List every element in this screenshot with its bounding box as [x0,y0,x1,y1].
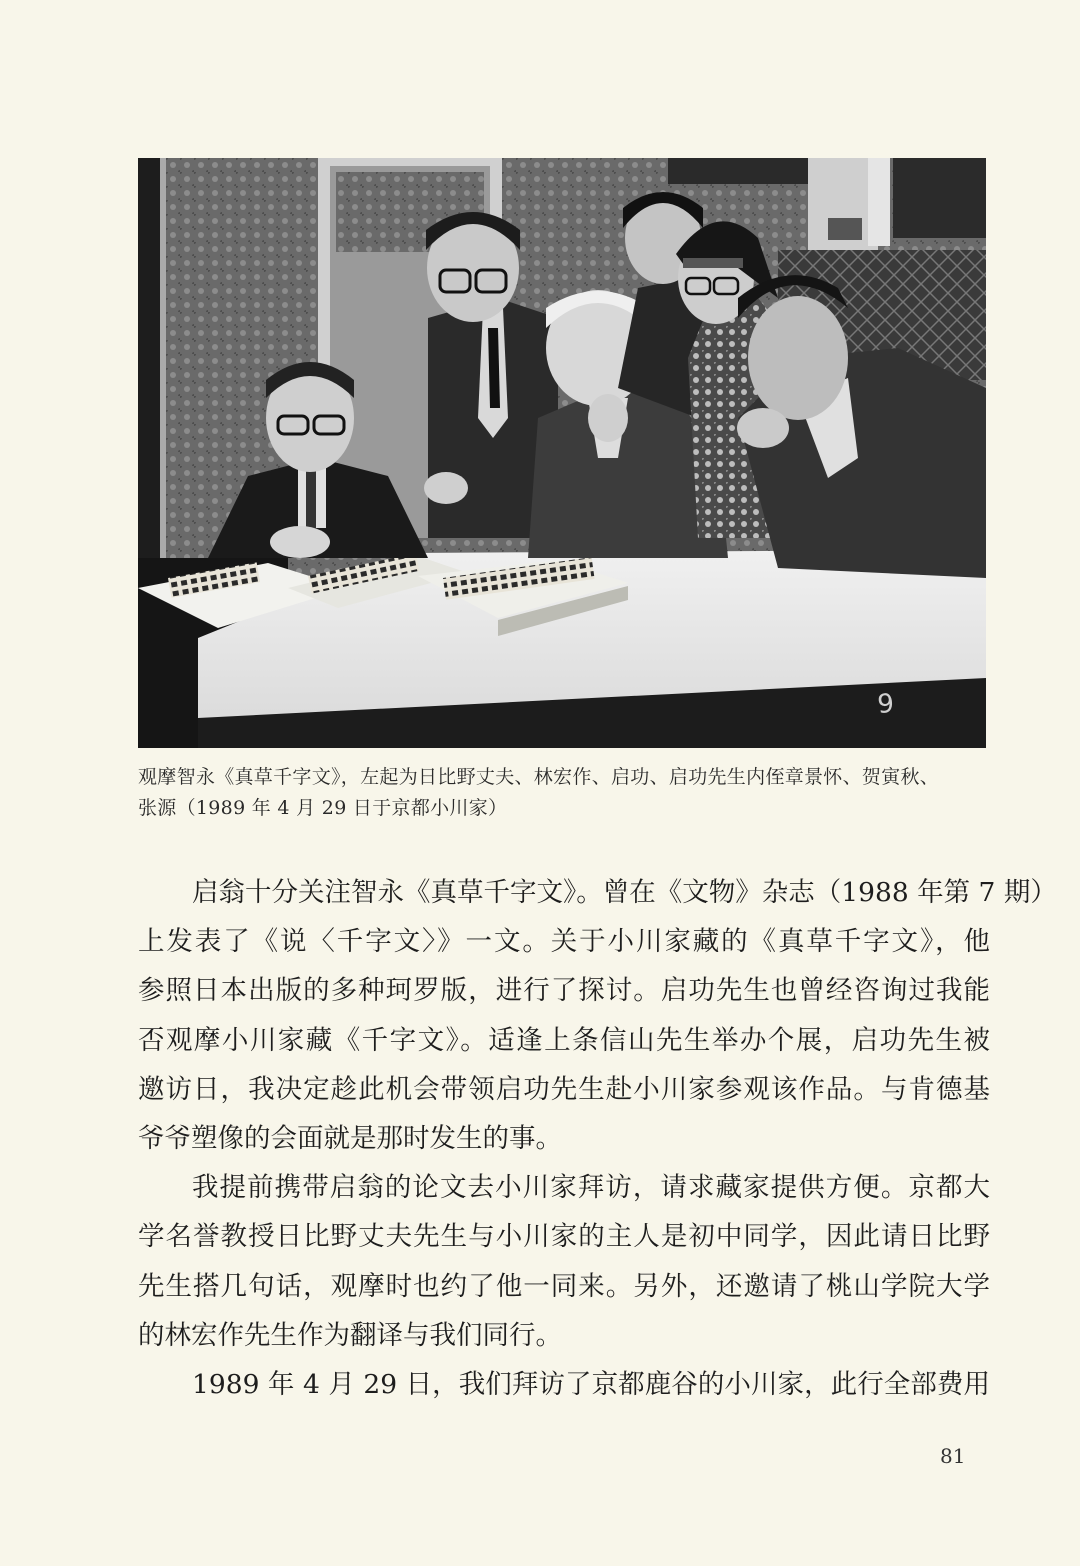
paragraph-1-line-3: 参照日本出版的多种珂罗版，进行了探讨。启功先生也曾经咨询过我能 [138,975,990,1007]
paragraph-1-line-2: 上发表了《说〈千字文〉》一文。关于小川家藏的《真草千字文》，他 [138,926,990,958]
paragraph-3-line-1: 1989 年 4 月 29 日，我们拜访了京都鹿谷的小川家，此行全部费用 [192,1368,990,1400]
caption-line-1: 观摩智永《真草千字文》，左起为日比野丈夫、林宏作、启功、启功先生内侄章景怀、贺寅秋、 [138,766,940,788]
paragraph-2-line-1: 我提前携带启翁的论文去小川家拜访，请求藏家提供方便。京都大 [192,1172,990,1204]
paragraph-1-line-5: 邀访日，我决定趁此机会带领启功先生赴小川家参观该作品。与肯德基 [138,1073,990,1105]
page-number: 81 [940,1444,966,1468]
paragraph-2-line-2: 学名誉教授日比野丈夫先生与小川家的主人是初中同学，因此请日比野 [138,1221,990,1253]
body-text [138,868,1057,1409]
paragraph-1-line-6: 爷爷塑像的会面就是那时发生的事。 [138,1122,562,1154]
caption-line-2: 张源（1989 年 4 月 29 日于京都小川家） [138,797,508,819]
paragraph-2-line-3: 先生搭几句话，观摩时也约了他一同来。另外，还邀请了桃山学院大学 [138,1270,990,1302]
paragraph-1-line-1: 启翁十分关注智永《真草千字文》。曾在《文物》杂志（1988 年第 7 期） [192,877,1057,908]
paragraph-1-line-4: 否观摩小川家藏《千字文》。适逢上条信山先生举办个展，启功先生被 [138,1024,990,1056]
paragraph-2-line-4: 的林宏作先生作为翻译与我们同行。 [138,1319,562,1351]
photo-caption [138,762,988,824]
photograph [138,158,986,748]
frame-code-text: 9 [876,688,895,720]
